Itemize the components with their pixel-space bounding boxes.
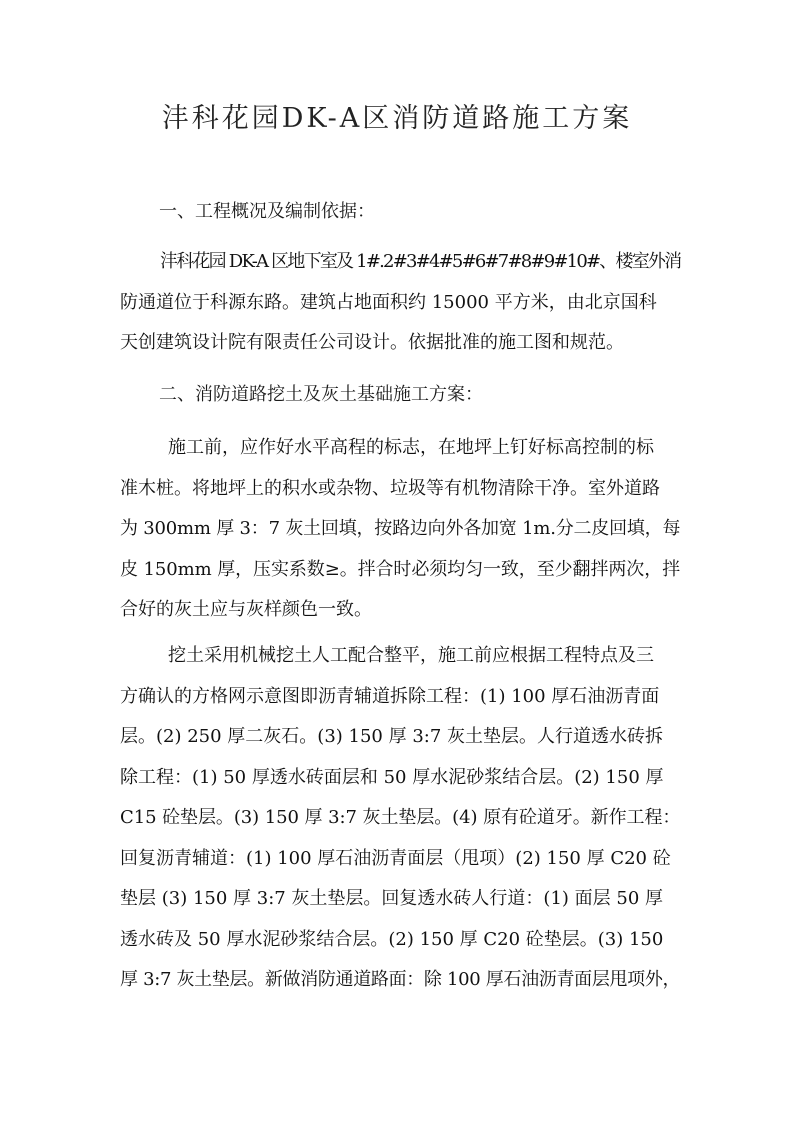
- paragraph-line: 皮 150mm 厚，压实系数≥。拌合时必须均匀一致，至少翻拌两次，拌: [120, 558, 681, 580]
- paragraph-line: 层。(2) 250 厚二灰石。(3) 150 厚 3:7 灰土垫层。人行道透水砖拆: [120, 726, 664, 747]
- paragraph-line: 为 300mm 厚 3：7 灰土回填，按路边向外各加宽 1m.分二皮回填，每: [120, 518, 681, 539]
- paragraph-line: 除工程：(1) 50 厚透水砖面层和 50 厚水泥砂浆结合层。(2) 150 厚: [120, 766, 664, 788]
- paragraph-line: 防通道位于科源东路。建筑占地面积约 15000 平方米，由北京国科: [120, 291, 657, 313]
- paragraph-line: 挖土采用机械挖土人工配合整平，施工前应根据工程特点及三: [168, 645, 654, 666]
- document-title: 沣科花园DK-A区消防道路施工方案: [161, 103, 633, 134]
- paragraph-line: C15 砼垫层。(3) 150 厚 3:7 灰土垫层。(4) 原有砼道牙。新作工程：: [120, 807, 681, 828]
- section-2-paragraph-2: [120, 636, 680, 1001]
- paragraph-line: 透水砖及 50 厚水泥砂浆结合层。(2) 150 厚 C20 砼垫层。(3) 150: [120, 928, 664, 950]
- paragraph-line: 方确认的方格网示意图即沥青辅道拆除工程：(1) 100 厚石油沥青面: [120, 685, 660, 707]
- paragraph-line: 沣科花园 DK-A 区地下室及 1#.2#3#4#5#6#7#8#9#10#、楼室外消: [160, 251, 681, 272]
- paragraph-line: 天创建筑设计院有限责任公司设计。依据批准的施工图和规范。: [120, 332, 624, 353]
- paragraph-line: 回复沥青辅道：(1) 100 厚石油沥青面层（甩项）(2) 150 厚 C20 砼: [120, 847, 671, 869]
- paragraph-line: 垫层 (3) 150 厚 3:7 灰土垫层。回复透水砖人行道：(1) 面层 50 厚: [120, 888, 663, 909]
- section-1-heading: 一、工程概况及编制依据：: [159, 201, 375, 222]
- section-1-paragraph: [120, 242, 680, 364]
- section-2-heading: 二、消防道路挖土及灰土基础施工方案：: [159, 384, 483, 405]
- paragraph-line: 施工前，应作好水平高程的标志，在地坪上钉好标高控制的标: [168, 437, 654, 458]
- section-2-paragraph-1: [120, 428, 680, 631]
- paragraph-line: 准木桩。将地坪上的积水或杂物、垃圾等有机物清除干净。室外道路: [120, 477, 660, 499]
- paragraph-line: 合好的灰土应与灰样颜色一致。: [120, 599, 372, 620]
- paragraph-line: 厚 3:7 灰土垫层。新做消防通道路面：除 100 厚石油沥青面层甩项外，: [120, 969, 681, 990]
